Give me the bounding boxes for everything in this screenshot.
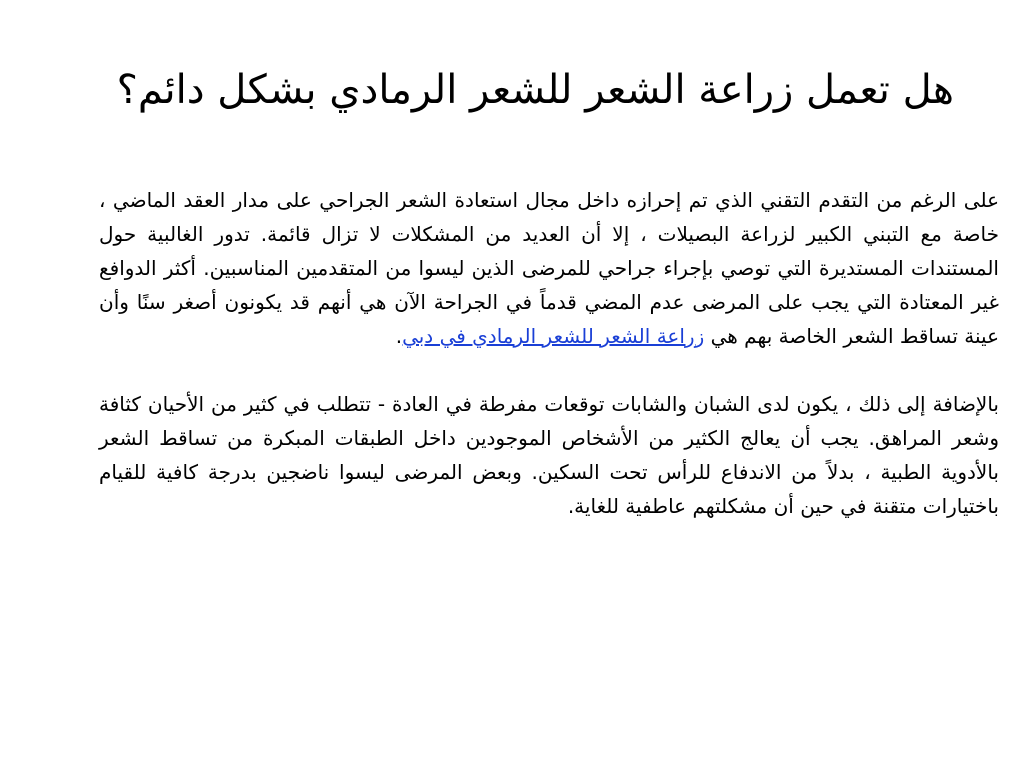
paragraph-2: بالإضافة إلى ذلك ، يكون لدى الشبان والشابات توقعات مفرطة في العادة - تتطلب في كثير من الأحيان كثافة وشعر المراهق. يجب أن يعالج الكثير من الأشخاص الموجودين داخل الطبقات المبكرة من تساقط الشعر بالأدوية الطبية ، بدلاً من الاندفاع للرأس تحت السكين. وبعض المرضى ليسوا ناضجين بدرجة كافية للقيام باختيارات متقنة في حين أن مشكلتهم عاطفية للغاية.: [99, 392, 999, 518]
paragraph-1: [99, 183, 999, 353]
paragraph-1-period: .: [395, 324, 403, 348]
hair-transplant-link[interactable]: زراعة الشعر للشعر الرمادي في دبي: [402, 324, 705, 348]
paragraph-1-text: على الرغم من التقدم التقني الذي تم إحرازه داخل مجال استعادة الشعر الجراحي على مدار العقد الماضي ، خاصة مع التبني الكبير لزراعة البصيلات ، إلا أن العديد من المشكلات لا تزال قائمة. تدور الغالبية حول المستندات المستديرة التي توصي بإجراء جراحي للمرضى الذين ليسوا من المتقدمين المناسبين. أكثر الدوافع غير المعتادة التي يجب على المرضى عدم المضي قدماً في الجراحة الآن هي أنهم قد يكونون أصغر سنًا وأن عينة تساقط الشعر الخاصة بهم هي: [99, 188, 999, 348]
slide-title: هل تعمل زراعة الشعر للشعر الرمادي بشكل دائم؟: [116, 67, 954, 113]
slide-body: [99, 183, 999, 523]
